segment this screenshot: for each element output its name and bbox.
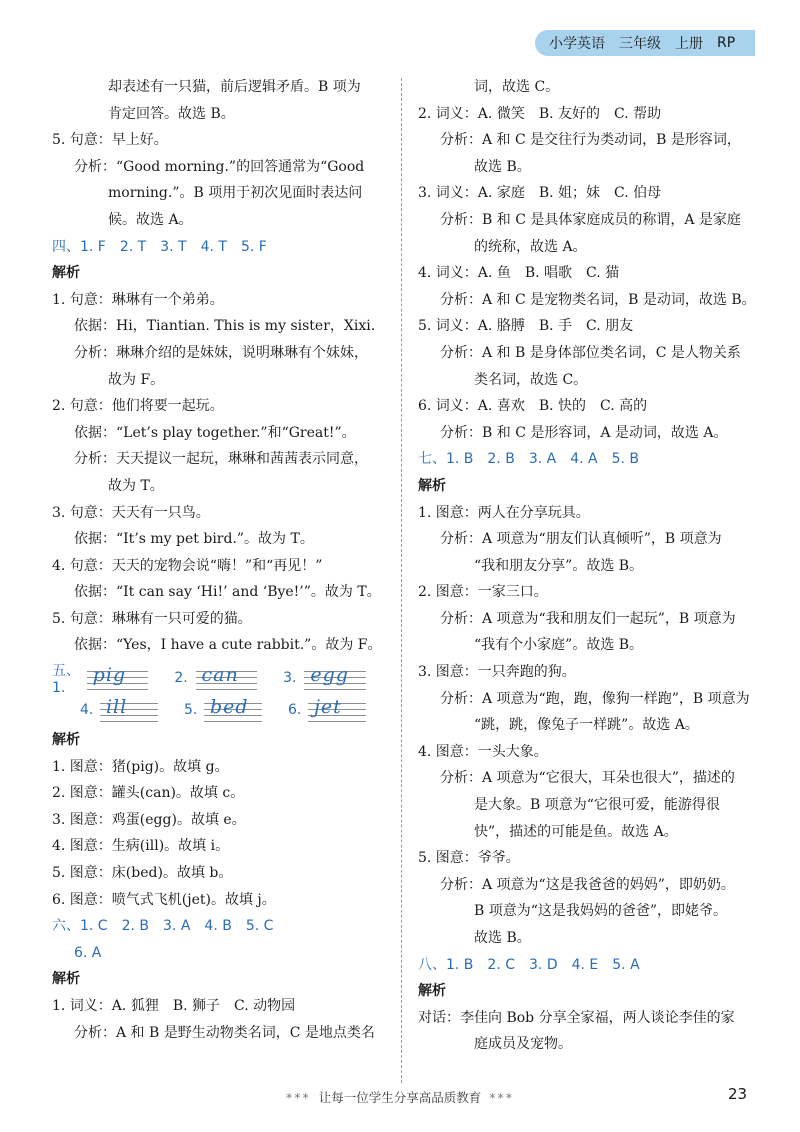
answer: 5. C	[245, 918, 274, 935]
text-line: 5. 图意：爷爷。	[418, 850, 520, 867]
text-line: 依据：“It can say ‘Hi!’ and ‘Bye!’”。故为 T。	[74, 584, 381, 601]
handwritten-word: egg	[310, 663, 349, 686]
answer: 5. A	[612, 956, 640, 973]
text-line: 对话：李佳向 Bob 分享全家福，两人谈论李佳的家	[418, 1009, 735, 1026]
handwritten-word: pig	[92, 663, 127, 686]
text-line: 6. 词义：A. 喜欢 B. 快的 C. 高的	[418, 398, 648, 415]
answer-section-4	[52, 234, 392, 261]
answer: 四、1. F	[52, 238, 106, 255]
text-line: morning.”。B 项用于初次见面时表达问	[108, 185, 363, 202]
text-line: 5. 句意：琳琳有一只可爱的猫。	[52, 610, 252, 627]
text-line: 4. 句意：天天的宠物会说“嗨！”和“再见！”	[52, 557, 323, 574]
header-tab	[535, 30, 755, 56]
analysis-heading: 解析	[52, 971, 80, 988]
writing-lines	[308, 695, 366, 722]
text-line: 故为 T。	[108, 477, 164, 494]
answer-number: 6.	[288, 701, 302, 718]
handwritten-word: ill	[105, 695, 128, 718]
answer-section-7	[418, 446, 756, 473]
answer: 5. F	[240, 238, 267, 255]
handwriting-answers	[52, 659, 392, 727]
text-line: 却表述有一只猫，前后逻辑矛盾。B 项为	[108, 79, 361, 95]
answer-number: 五、1.	[52, 662, 80, 696]
text-line: 候。故选 A。	[108, 211, 193, 228]
answer: 4. T	[200, 238, 227, 255]
answer: 八、1. B	[418, 956, 474, 973]
footer-stars-left: ***	[285, 1090, 311, 1105]
text-line: 快”，描述的可能是鱼。故选 A。	[474, 823, 678, 840]
writing-lines	[196, 663, 258, 690]
answer: 3. T	[160, 238, 187, 255]
answer: 2. B	[121, 918, 150, 935]
answer: 5. B	[611, 451, 640, 468]
text-line: 分析：A 和 B 是身体部位类名词，C 是人物关系	[440, 344, 741, 361]
text-line: 4. 图意：生病(ill)。故填 i。	[52, 838, 230, 855]
text-line: 2. 图意：罐头(can)。故填 c。	[52, 785, 245, 802]
handwritten-word: can	[201, 663, 239, 686]
text-line: 5. 句意：早上好。	[52, 132, 168, 149]
text-line: 3. 图意：鸡蛋(egg)。故填 e。	[52, 811, 246, 828]
text-line: 5. 图意：床(bed)。故填 b。	[52, 865, 233, 882]
text-line: 分析：天天提议一起玩，琳琳和茜茜表示同意，	[74, 451, 368, 468]
text-line: 分析：A 项意为“它很大，耳朵也很大”，描述的	[440, 770, 735, 787]
text-line: 分析：A 项意为“这是我爸爸的妈妈”，即奶奶。	[440, 876, 735, 893]
text-line: 分析：B 和 C 是具体家庭成员的称谓，A 是家庭	[440, 211, 741, 228]
text-line: 故为 F。	[108, 371, 165, 388]
answer-section-8	[418, 952, 756, 979]
analysis-heading: 解析	[52, 732, 80, 749]
text-line: 肯定回答。故选 B。	[108, 105, 235, 122]
text-line: 分析：B 和 C 是形容词，A 是动词，故选 A。	[440, 424, 728, 441]
text-line: 依据：Hi，Tiantian. This is my sister，Xixi.	[74, 318, 376, 335]
answer: 六、1. C	[52, 918, 108, 935]
answer: 2. C	[487, 956, 516, 973]
answer: 七、1. B	[418, 451, 474, 468]
writing-lines	[100, 695, 158, 722]
writing-lines	[204, 695, 262, 722]
text-line: 分析：琳琳介绍的是妹妹，说明琳琳有个妹妹，	[74, 344, 368, 361]
text-line: 3. 图意：一只奔跑的狗。	[418, 664, 576, 681]
text-line: 依据：“It’s my pet bird.”。故为 T。	[74, 531, 314, 548]
text-line: 依据：“Yes，I have a cute rabbit.”。故为 F。	[74, 637, 382, 654]
answer: 3. A	[163, 918, 191, 935]
answer-section-6	[52, 913, 392, 940]
analysis-heading: 解析	[418, 983, 446, 1000]
text-line: 2. 词义：A. 微笑 B. 友好的 C. 帮助	[418, 105, 662, 122]
text-line: B 项意为“这是我妈妈的爸爸”，即姥爷。	[474, 903, 728, 920]
text-line: “跳，跳，像兔子一样跳”。故选 A。	[474, 717, 699, 734]
footer-text: 让每一位学生分享高品质教育	[318, 1090, 482, 1105]
answer: 4. E	[571, 956, 599, 973]
header-edition: RP	[717, 35, 736, 51]
text-line: 的统称，故选 A。	[474, 238, 587, 255]
right-column	[418, 74, 756, 1058]
text-line: 依据：“Let’s play together.”和“Great!”。	[74, 424, 356, 441]
text-line: 分析：A 和 C 是交往行为类动词，B 是形容词，	[440, 132, 741, 149]
analysis-heading: 解析	[52, 265, 80, 282]
text-line: 5. 词义：A. 胳膊 B. 手 C. 朋友	[418, 318, 634, 335]
text-line: 分析：A 和 B 是野生动物类名词，C 是地点类名	[74, 1024, 375, 1041]
text-line: 故选 B。	[474, 930, 531, 946]
answer-number: 3.	[283, 669, 297, 686]
text-line: 庭成员及宠物。	[474, 1036, 572, 1053]
column-divider	[401, 78, 402, 1083]
text-line: 3. 句意：天天有一只鸟。	[52, 504, 210, 521]
answer: 3. A	[528, 451, 557, 468]
text-line: 6. 图意：喷气式飞机(jet)。故填 j。	[52, 891, 276, 908]
page-number: 23	[728, 1085, 748, 1103]
text-line: 1. 图意：猪(pig)。故填 g。	[52, 758, 229, 775]
answer-number: 4.	[80, 701, 94, 718]
answer-section-6-cont: 6. A	[74, 944, 102, 961]
left-column	[52, 74, 392, 1046]
answer: 2. T	[119, 238, 147, 255]
text-line: 2. 图意：一家三口。	[418, 584, 548, 601]
handwritten-word: bed	[209, 695, 249, 718]
footer-stars-right: ***	[489, 1090, 514, 1105]
text-line: 分析：A 和 C 是宠物类名词，B 是动词，故选 B。	[440, 291, 756, 308]
text-line: 2. 句意：他们将要一起玩。	[52, 398, 224, 415]
answer: 4. B	[204, 918, 232, 935]
handwritten-word: jet	[313, 695, 342, 718]
header-grade: 三年级	[619, 36, 661, 52]
answer-number: 2.	[174, 669, 188, 686]
text-line: 分析：A 项意为“朋友们认真倾听”，B 项意为	[440, 531, 722, 548]
text-line: “我和朋友分享”。故选 B。	[474, 557, 644, 574]
writing-lines	[87, 663, 149, 690]
text-line: 1. 句意：琳琳有一个弟弟。	[52, 291, 224, 308]
text-line: 故选 B。	[474, 158, 531, 175]
text-line: 4. 图意：一头大象。	[418, 743, 548, 760]
text-line: 1. 词义：A. 狐狸 B. 狮子 C. 动物园	[52, 998, 296, 1014]
text-line: 分析：A 项意为“我和朋友们一起玩”，B 项意为	[440, 610, 736, 627]
text-line: 3. 词义：A. 家庭 B. 姐；妹 C. 伯母	[418, 185, 662, 202]
text-line: 分析：“Good morning.”的回答通常为“Good	[74, 158, 365, 175]
text-line: 分析：A 项意为“跑，跑，像狗一样跑”，B 项意为	[440, 690, 750, 707]
answer: 2. B	[487, 451, 515, 468]
text-line: 4. 词义：A. 鱼 B. 唱歌 C. 猫	[418, 265, 620, 282]
text-line: 1. 图意：两人在分享玩具。	[418, 504, 590, 521]
footer-slogan	[0, 1088, 800, 1106]
header-subject: 小学英语	[549, 36, 605, 52]
analysis-heading: 解析	[418, 477, 446, 494]
answer: 3. D	[529, 956, 558, 973]
text-line: 类名词，故选 C。	[474, 371, 588, 388]
answer: 4. A	[570, 451, 598, 468]
text-line: “我有个小家庭”。故选 B。	[474, 637, 644, 654]
writing-lines	[304, 663, 366, 690]
text-line: 是大象。B 项意为“它很可爱，能游得很	[474, 797, 720, 814]
answer-number: 5.	[184, 701, 198, 718]
text-line: 词，故选 C。	[474, 79, 560, 95]
header-volume: 上册	[675, 36, 703, 52]
